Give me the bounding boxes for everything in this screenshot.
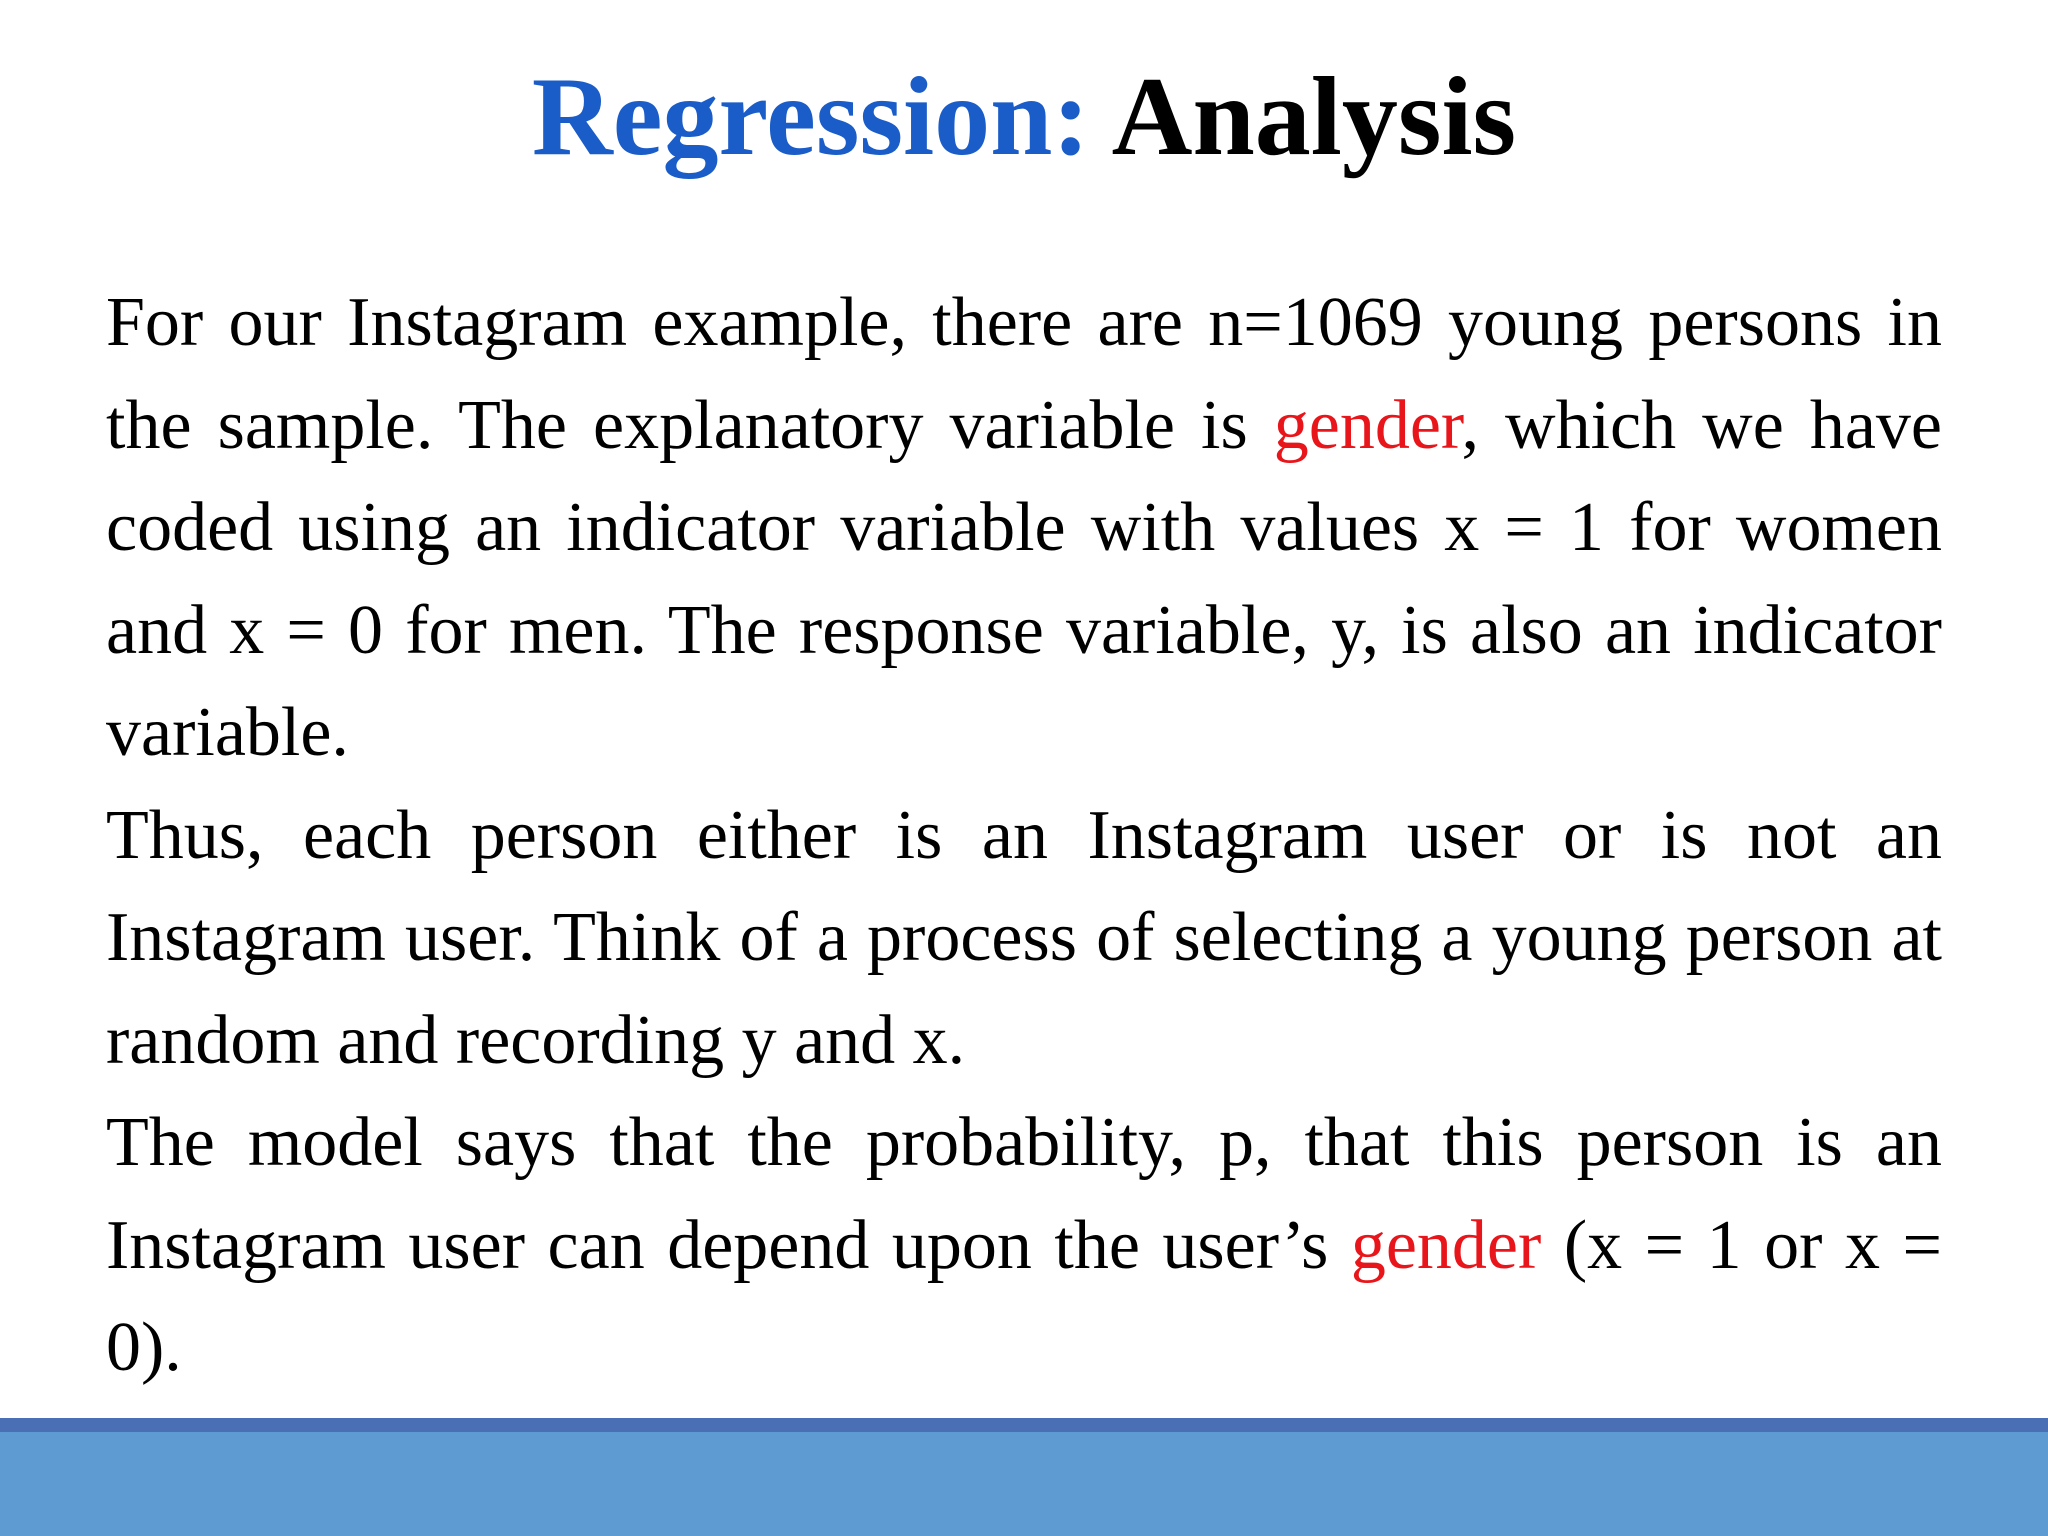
paragraph-3-text-a: The model says that the probability, p, that this person is an Instagram user can depend upon the user’s [106,1104,1942,1284]
highlight-gender-2: gender [1350,1206,1542,1284]
paragraph-3-text-b: (x = 1 or x = 0). [106,1206,1942,1386]
paragraph-3 [106,1092,1942,1400]
slide-title [0,52,2048,182]
footer-band [0,1432,2048,1536]
paragraph-2: Thus, each person either is an Instagram user or is not an Instagram user. Think of a process of selecting a young person at random and recording y and x. [106,796,1942,1079]
footer-line [0,1418,2048,1432]
paragraph-1-text-b: , which we have coded using an indicator variable with values x = 1 for women and x = 0 for men. The response variable, y, is also an indicator variable. [106,386,1942,771]
highlight-gender-1: gender [1273,386,1462,464]
title-regression: Regression: [531,55,1090,179]
title-analysis: Analysis [1111,55,1517,179]
slide-body [106,272,1942,1400]
paragraph-1 [106,272,1942,785]
paragraph-1-text-a: For our Instagram example, there are n=1069 young persons in the sample. The explanatory variable is [106,284,1942,464]
